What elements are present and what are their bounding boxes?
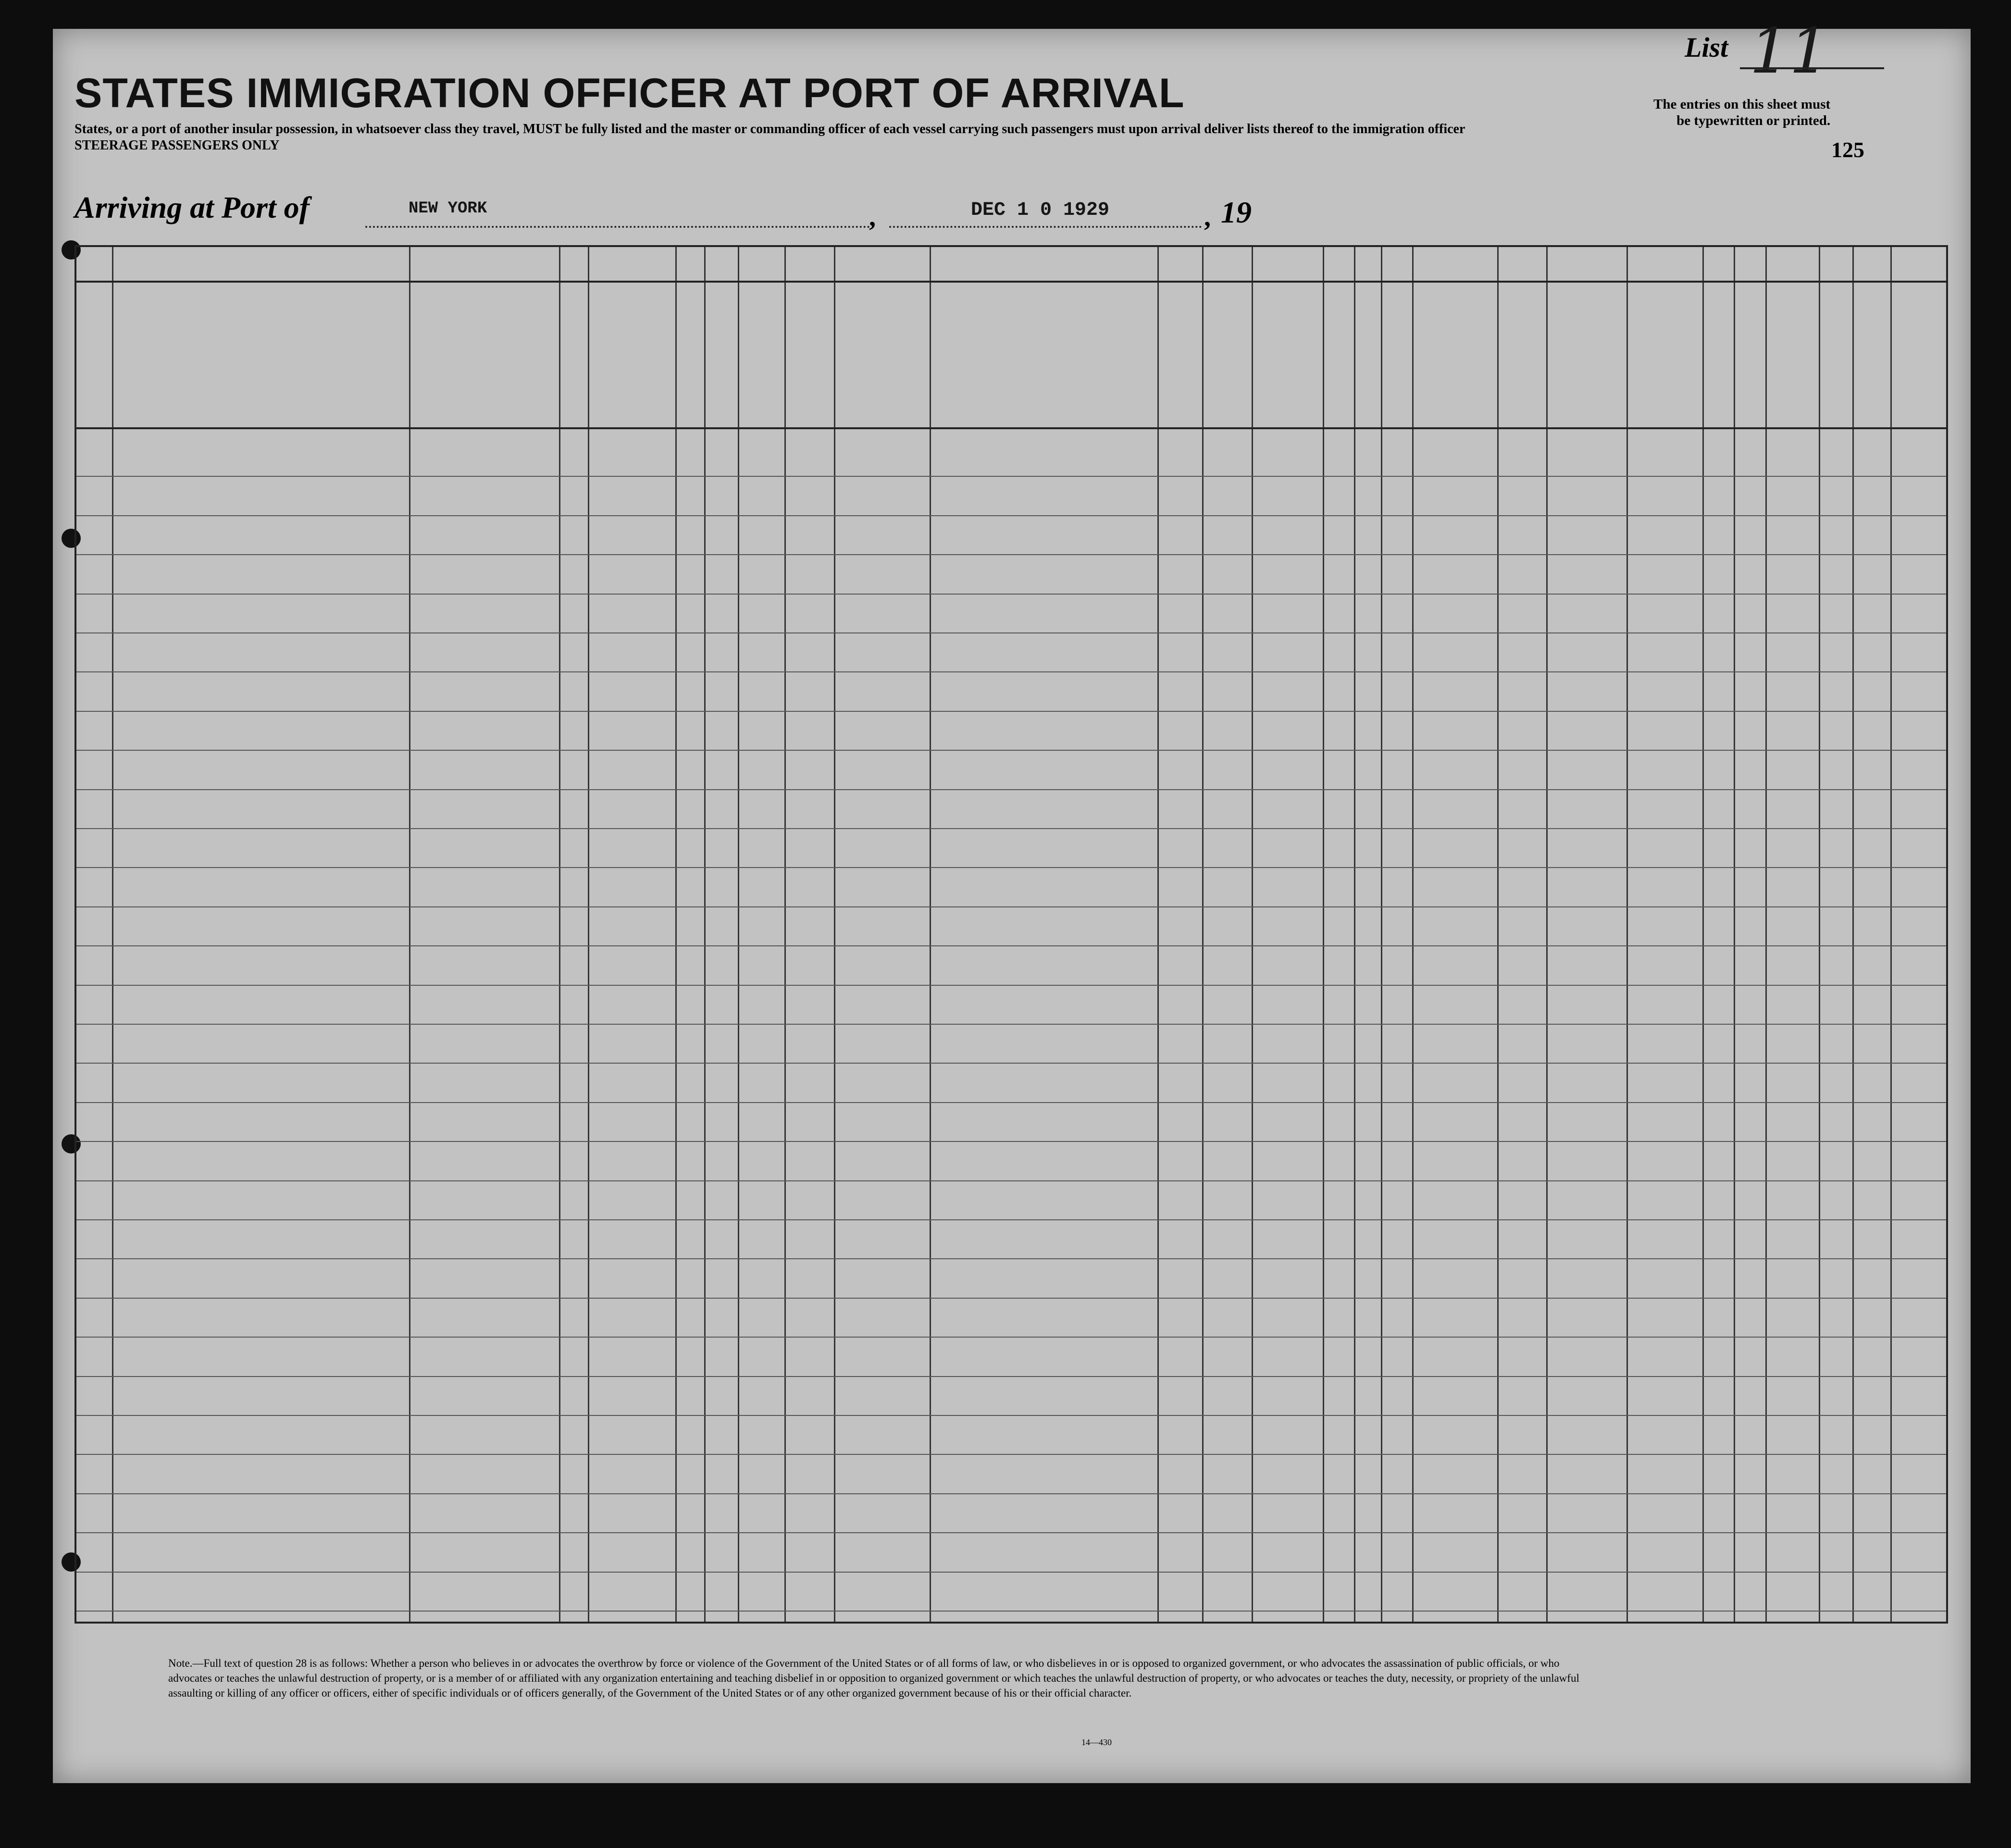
- row-rule: [76, 1024, 1946, 1025]
- row-rule: [76, 476, 1946, 477]
- year-label: 19: [1221, 195, 1252, 229]
- row-rule: [76, 1415, 1946, 1416]
- row-rule: [76, 1376, 1946, 1377]
- row-rule: [76, 1063, 1946, 1064]
- row-rule: [76, 945, 1946, 946]
- date-dotted-line: [889, 226, 1202, 228]
- port-value: NEW YORK: [409, 199, 487, 218]
- page-number: 125: [1831, 137, 1864, 162]
- row-rule: [76, 594, 1946, 595]
- port-label: Arriving at Port of: [74, 190, 310, 224]
- row-rule: [76, 1219, 1946, 1220]
- row-rule: [76, 1298, 1946, 1299]
- row-rule: [76, 1454, 1946, 1455]
- row-rule: [76, 554, 1946, 555]
- form-code: 14—430: [1081, 1737, 1112, 1747]
- row-rule: [76, 789, 1946, 790]
- header-top-rule: [76, 281, 1946, 283]
- port-dotted-line: [365, 226, 870, 228]
- row-rule: [76, 711, 1946, 712]
- row-rule: [76, 671, 1946, 672]
- row-rule: [76, 1611, 1946, 1612]
- row-rule: [76, 867, 1946, 868]
- row-rule: [76, 1180, 1946, 1181]
- row-rule: [76, 750, 1946, 751]
- row-rule: [76, 1532, 1946, 1533]
- list-underline: [1740, 67, 1884, 69]
- row-rule: [76, 1337, 1946, 1338]
- row-rule: [76, 985, 1946, 986]
- comma: ,: [1204, 202, 1211, 232]
- row-rule: [76, 1572, 1946, 1573]
- comma: ,: [869, 202, 876, 232]
- list-label: List: [1685, 32, 1728, 63]
- row-rule: [76, 1493, 1946, 1494]
- row-rule: [76, 515, 1946, 516]
- row-rule: [76, 1258, 1946, 1259]
- typewritten-notice: The entries on this sheet must be typewritten or printed.: [1653, 97, 1831, 128]
- row-rule: [76, 1141, 1946, 1142]
- list-number: 11: [1750, 14, 1829, 87]
- class-line: STEERAGE PASSENGERS ONLY: [74, 138, 280, 153]
- row-rule: [76, 1102, 1946, 1103]
- header-bottom-rule: [76, 427, 1946, 429]
- footnote-q28: Note.—Full text of question 28 is as follows: Whether a person who believes in or advocates the overthrow by force or violence of the Government of the United States or of all forms of law, or who disbelieves in or is opposed to organized government, or who advocates the assassination of public officials, or who advocates or teaches the unlawful destruction of property, or is a member of or affiliated with any organization entertaining and teaching disbelief in or opposition to organized government or which teaches the unlawful destruction of property, or who advocates or teaches the duty, necessity, or propriety of the unlawful assaulting or killing of any officer or officers, either of specific individuals or of officers generally, of the Government of the United States or of any other organized government because of his or their official character.: [168, 1657, 1579, 1699]
- row-rule: [76, 828, 1946, 829]
- page-title: STATES IMMIGRATION OFFICER AT PORT OF ARRIVAL: [74, 70, 1185, 116]
- row-rule: [76, 906, 1946, 907]
- arrival-date: DEC 1 0 1929: [971, 199, 1110, 221]
- manifest-table: [74, 245, 1948, 1624]
- instructions: States, or a port of another insular possession, in whatsoever class they travel, MUST be fully listed and the master or commanding officer of each vessel carrying such passengers must upon arrival deliver lists thereof to the immigration officer STEERAGE PASSENGERS ONLY: [74, 121, 1603, 154]
